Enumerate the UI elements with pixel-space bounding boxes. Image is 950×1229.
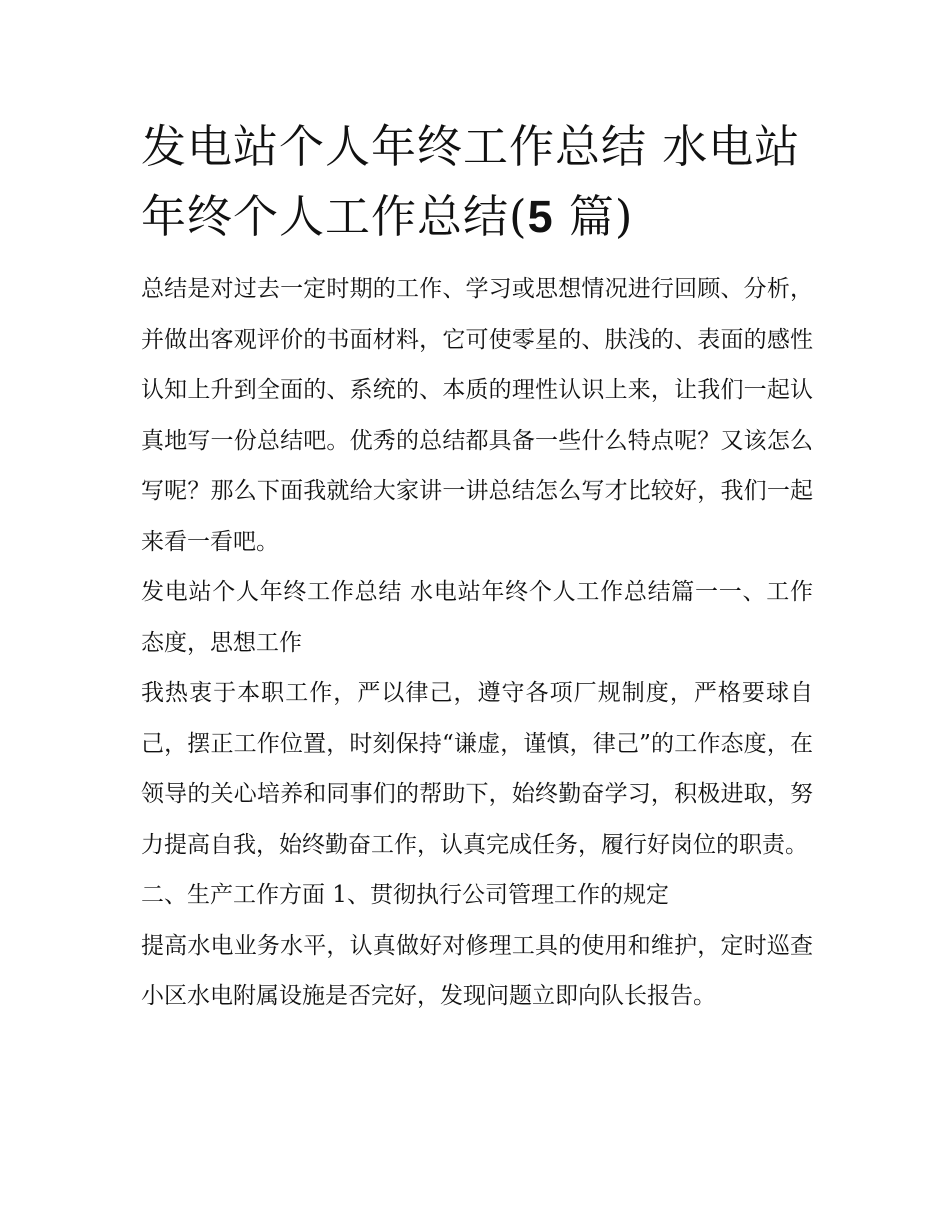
section-heading-1: 发电站个人年终工作总结 水电站年终个人工作总结篇一一、工作态度，思想工作 (141, 579, 813, 656)
title-count: 5 (527, 191, 554, 242)
title-text: 发电站个人年终工作总结 水电站年终个人工作总结( (141, 120, 801, 243)
document-title (141, 112, 813, 252)
body-paragraph-1: 我热衷于本职工作，严以律己，遵守各项厂规制度，严格要球自己，摆正工作位置，时刻保持“谦虚，谨慎，律己”的工作态度，在领导的关心培养和同事们的帮助下，始终勤奋学习，积极进取，努力提高自我，始终勤奋工作，认真完成任务，履行好岗位的职责。 (141, 680, 813, 858)
document-page (141, 112, 813, 1022)
intro-paragraph: 总结是对过去一定时期的工作、学习或思想情况进行回顾、分析，并做出客观评价的书面材料，它可使零星的、肤浅的、表面的感性认知上升到全面的、系统的、本质的理性认识上来，让我们一起认真地写一份总结吧。优秀的总结都具备一些什么特点呢？又该怎么写呢？那么下面我就给大家讲一讲总结怎么写才比较好，我们一起来看一看吧。 (141, 276, 813, 555)
title-text-end: 篇) (553, 190, 634, 243)
section-heading-2: 二、生产工作方面 1、贯彻执行公司管理工作的规定 (141, 882, 669, 908)
body-paragraph-2: 提高水电业务水平，认真做好对修理工具的使用和维护，定时巡查小区水电附属设施是否完好，发现问题立即向队长报告。 (141, 932, 813, 1009)
